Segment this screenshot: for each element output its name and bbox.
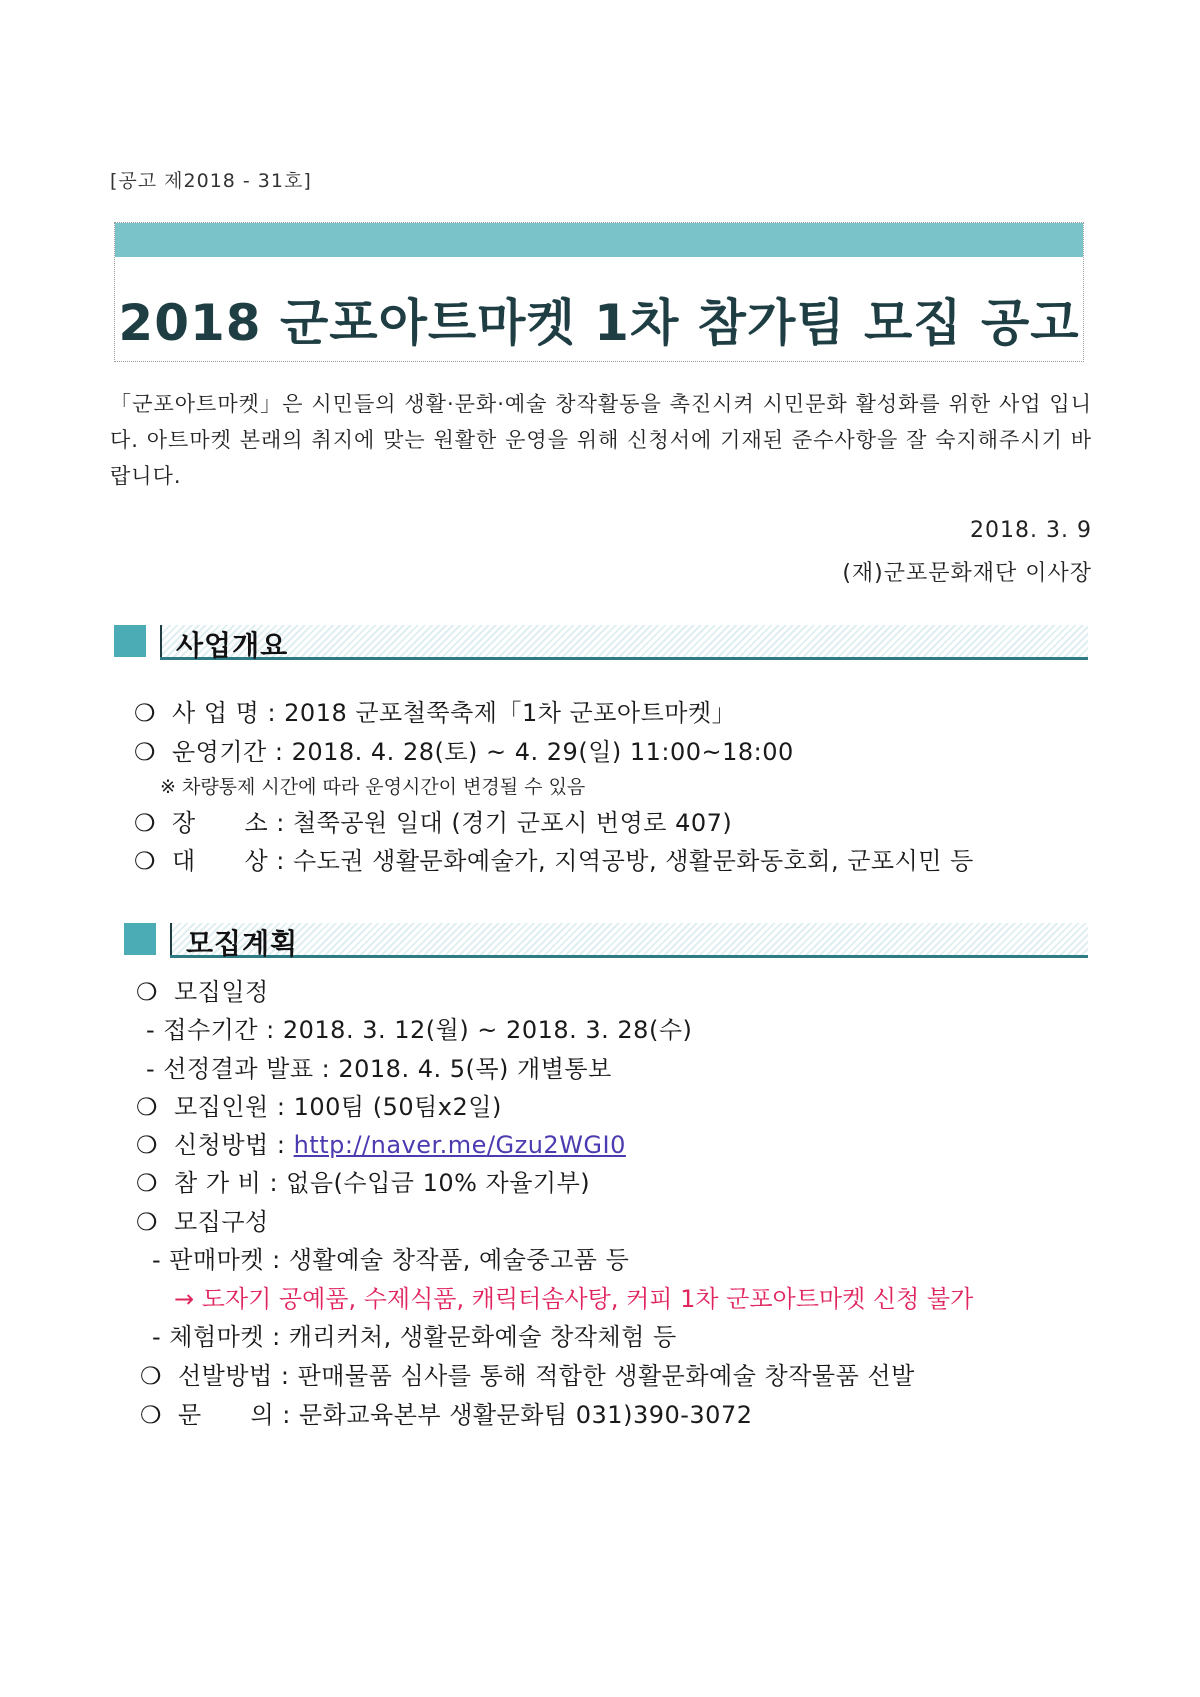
- schedule-label: 모집일정: [174, 978, 269, 1006]
- list-item: [136, 972, 269, 1007]
- bullet-icon: ❍: [136, 1169, 159, 1197]
- section-underline: [170, 955, 1088, 958]
- business-name: 사 업 명 : 2018 군포철쭉축제「1차 군포아트마켓」: [172, 699, 737, 727]
- bullet-icon: ❍: [140, 1401, 163, 1429]
- list-item: [136, 1125, 626, 1160]
- bullet-icon: ❍: [134, 738, 157, 766]
- section-divider: [160, 625, 162, 660]
- section-hatch: [162, 625, 1088, 657]
- bullet-icon: ❍: [136, 1131, 159, 1159]
- list-item: [136, 1087, 502, 1122]
- sales-market: - 판매마켓 : 생활예술 창작품, 예술중고품 등: [152, 1246, 630, 1274]
- bullet-icon: ❍: [136, 1093, 159, 1121]
- composition-label: 모집구성: [174, 1208, 269, 1236]
- section-marker: [124, 923, 156, 955]
- headcount: 모집인원 : 100팀 (50팀x2일): [174, 1093, 502, 1121]
- list-item: [134, 693, 736, 728]
- section-underline: [160, 657, 1088, 660]
- intro-paragraph: 「군포아트마켓」은 시민들의 생활·문화·예술 창작활동을 촉진시켜 시민문화 활성화를 위한 사업 입니다. 아트마켓 본래의 취지에 맞는 원활한 운영을 위해 신청서에 기재된 준수사항을 잘 숙지해주시기 바랍니다.: [110, 392, 1092, 488]
- list-item: [136, 1202, 269, 1237]
- page-title: 2018 군포아트마켓 1차 참가팀 모집 공고: [118, 294, 1080, 352]
- bullet-icon: ❍: [136, 1208, 159, 1236]
- title-band: [115, 223, 1083, 257]
- operation-period: 운영기간 : 2018. 4. 28(토) ~ 4. 29(일) 11:00~18:00: [172, 738, 794, 766]
- apply-link[interactable]: http://naver.me/Gzu2WGI0: [293, 1131, 626, 1159]
- section-hatch: [172, 923, 1088, 955]
- list-item: [134, 732, 794, 767]
- location: 장 소 : 철쭉공원 일대 (경기 군포시 번영로 407): [172, 809, 733, 837]
- bullet-icon: ❍: [136, 978, 159, 1006]
- apply-label: 신청방법 :: [174, 1131, 294, 1159]
- list-item: [140, 1395, 753, 1430]
- bullet-icon: ❍: [134, 847, 157, 875]
- list-item: [134, 803, 732, 838]
- list-item: [134, 841, 974, 876]
- contact-info: 문 의 : 문화교육본부 생활문화팀 031)390-3072: [178, 1401, 753, 1429]
- list-item: [136, 1163, 590, 1198]
- participation-fee: 참 가 비 : 없음(수입금 10% 자율기부): [174, 1169, 591, 1197]
- section-title: 모집계획: [186, 927, 299, 960]
- sales-restriction: → 도자기 공예품, 수제식품, 캐릭터솜사탕, 커피 1차 군포아트마켓 신청 불가: [174, 1285, 974, 1313]
- bullet-icon: ❍: [140, 1362, 163, 1390]
- bullet-icon: ❍: [134, 809, 157, 837]
- section-divider: [170, 923, 172, 958]
- result-announcement: - 선정결과 발표 : 2018. 4. 5(목) 개별통보: [146, 1055, 612, 1083]
- notice-number: [공고 제2018 - 31호]: [110, 170, 312, 192]
- application-period: - 접수기간 : 2018. 3. 12(월) ~ 2018. 3. 28(수): [146, 1016, 693, 1044]
- section-heading-overview: [114, 622, 1088, 660]
- notice-date: 2018. 3. 9: [970, 518, 1092, 543]
- section-heading-recruitment: [124, 920, 1088, 958]
- section-marker: [114, 625, 146, 657]
- section-title: 사업개요: [176, 629, 289, 662]
- target-audience: 대 상 : 수도권 생활문화예술가, 지역공방, 생활문화동호회, 군포시민 등: [172, 847, 974, 875]
- selection-method: 선발방법 : 판매물품 심사를 통해 적합한 생활문화예술 창작물품 선발: [178, 1362, 915, 1390]
- title-box: [114, 222, 1084, 362]
- bullet-icon: ❍: [134, 699, 157, 727]
- issuer: (재)군포문화재단 이사장: [842, 561, 1092, 586]
- traffic-note: ※ 차량통제 시간에 따라 운영시간이 변경될 수 있음: [160, 776, 586, 798]
- experience-market: - 체험마켓 : 캐리커처, 생활문화예술 창작체험 등: [152, 1323, 677, 1351]
- list-item: [140, 1356, 915, 1391]
